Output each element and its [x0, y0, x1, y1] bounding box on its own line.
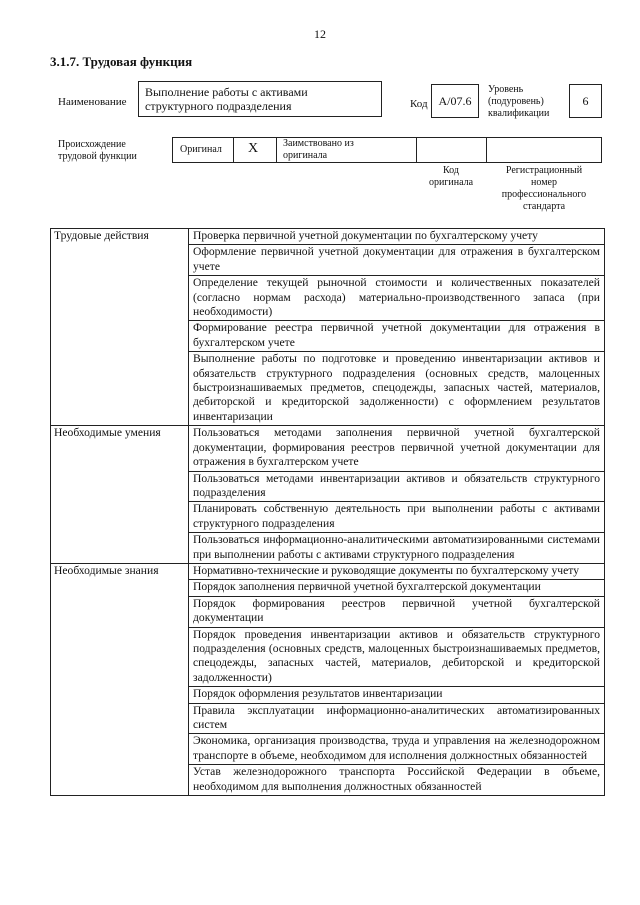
page-number: 12	[314, 27, 326, 41]
knowledge-item: Порядок заполнения первичной учетной бухгалтерской документации	[189, 580, 605, 596]
knowledge-item: Устав железнодорожного транспорта Российской Федерации в объеме, необходимом для выполнения должностных обязанностей	[189, 765, 605, 796]
level-label-line-3: квалификации	[488, 108, 550, 119]
table-row	[51, 229, 605, 245]
code-caption-line-1: Код	[443, 165, 459, 176]
reg-caption-line-4: стандарта	[522, 201, 566, 212]
skill-item: Пользоваться информационно-аналитическими автоматизированными системами при выполнении работы с активами структурного подразделения	[189, 533, 605, 564]
knowledge-item: Порядок формирования реестров первичной учетной бухгалтерской документации	[189, 596, 605, 627]
origin-label-line-1: Происхождение	[58, 139, 126, 150]
origin-divider-4	[486, 137, 487, 163]
reg-caption-line-1: Регистрационный	[505, 165, 583, 176]
code-label: Код	[410, 98, 428, 110]
origin-divider-3	[416, 137, 417, 163]
reg-caption-line-2: номер	[531, 177, 557, 188]
reg-caption-line-3: профессионального	[501, 189, 587, 200]
knowledge-item: Порядок оформления результатов инвентаризации	[189, 687, 605, 703]
origin-divider-1	[233, 137, 234, 163]
table-row	[51, 563, 605, 579]
level-value-box	[569, 84, 602, 118]
level-label-line-1: Уровень	[488, 84, 524, 95]
skill-item: Пользоваться методами заполнения первичной учетной бухгалтерской документации, формирования реестров первичной учетной документации для отражения в бухгалтерском учете	[189, 426, 605, 471]
level-value: 6	[582, 94, 589, 108]
original-mark: X	[248, 141, 259, 156]
borrowed-label-line-1: Заимствовано из	[283, 138, 354, 149]
knowledge-item: Порядок проведения инвентаризации активов и обязательств структурного подразделения (основных средств, малоценных быстроизнашиваемых предметов, спецодежды, запасных частей, материалов, дебиторской и кредиторской задолженности)	[189, 627, 605, 687]
registration-number-caption	[486, 165, 602, 213]
origin-label	[58, 139, 137, 163]
table-row	[51, 426, 605, 471]
origin-label-line-2: трудовой функции	[58, 151, 137, 162]
action-item: Формирование реестра первичной учетной документации для отражения в бухгалтерском учете	[189, 321, 605, 352]
code-original-caption	[416, 165, 486, 189]
origin-row-box	[172, 137, 602, 163]
name-label: Наименование	[58, 96, 127, 108]
qualification-level-label	[488, 84, 568, 120]
function-name: Выполнение работы с активами структурного подразделения	[145, 85, 308, 113]
code-value: A/07.6	[438, 94, 472, 108]
knowledge-item: Экономика, организация производства, труда и управления на железнодорожном транспорте в объеме, необходимом для исполнения должностных обязанностей	[189, 734, 605, 765]
knowledge-category: Необходимые знания	[51, 563, 189, 795]
action-item: Выполнение работы по подготовке и проведению инвентаризации активов и обязательств структурного подразделения (основных средств, малоценных быстроизнашиваемых предметов, спецодежды, запасных частей, материалов, дебиторской и кредиторской задолженности) с оформлением результатов инвентаризации	[189, 352, 605, 426]
knowledge-item: Правила эксплуатации информационно-аналитических автоматизированных систем	[189, 703, 605, 734]
knowledge-item: Нормативно-технические и руководящие документы по бухгалтерскому учету	[189, 563, 605, 579]
skills-category: Необходимые умения	[51, 426, 189, 564]
code-caption-line-2: оригинала	[428, 177, 474, 188]
action-item: Оформление первичной учетной документации для отражения в бухгалтерском учете	[189, 245, 605, 276]
function-name-box	[138, 81, 382, 117]
origin-divider-2	[276, 137, 277, 163]
original-label: Оригинал	[180, 144, 222, 155]
actions-category: Трудовые действия	[51, 229, 189, 426]
level-label-line-2: (подуровень)	[488, 96, 544, 107]
labor-function-table	[50, 228, 605, 796]
skill-item: Планировать собственную деятельность при выполнении работы с активами структурного подразделения	[189, 502, 605, 533]
borrowed-label-line-2: оригинала	[283, 150, 328, 161]
action-item: Определение текущей рыночной стоимости и количественных показателей (согласно нормам расхода) материально-производственного запаса (при необходимости)	[189, 276, 605, 321]
action-item: Проверка первичной учетной документации по бухгалтерскому учету	[189, 229, 605, 245]
section-heading: 3.1.7. Трудовая функция	[50, 54, 193, 69]
skill-item: Пользоваться методами инвентаризации активов и обязательств структурного подразделения	[189, 471, 605, 502]
borrowed-label	[283, 138, 354, 162]
code-value-box	[431, 84, 479, 118]
